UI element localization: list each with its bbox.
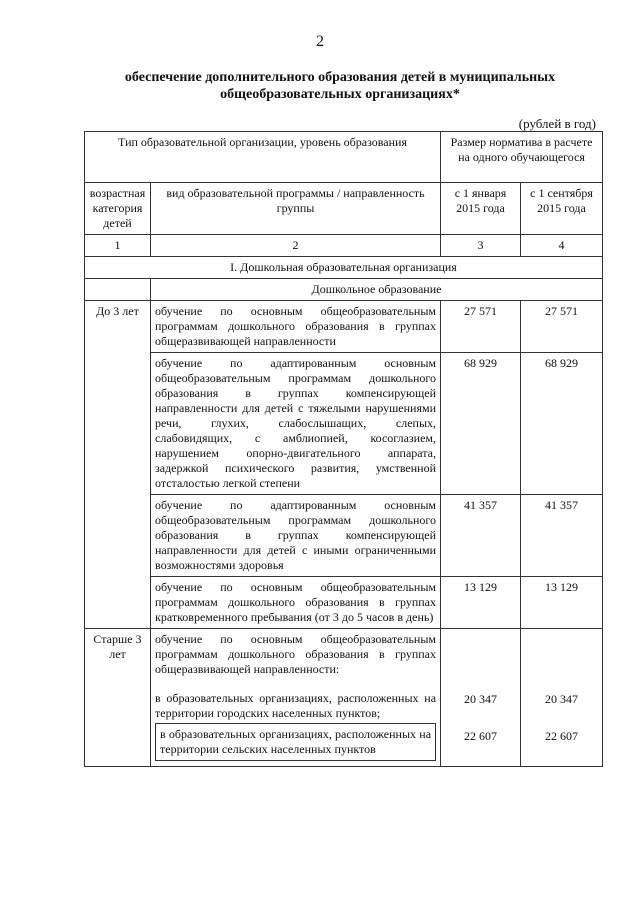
col-num-3: 3 xyxy=(441,235,521,257)
value-sep-cell xyxy=(521,629,603,767)
col-num-1: 1 xyxy=(85,235,151,257)
value-jan: 68 929 xyxy=(441,353,521,495)
section-title: I. Дошкольная образовательная организация xyxy=(85,257,603,279)
section-row xyxy=(85,257,603,279)
header-jan-cell: с 1 января 2015 года xyxy=(441,183,521,235)
program-cell: обучение по основным общеобразовательным программам дошкольного образования в группах общеразвивающей направленности xyxy=(151,301,441,353)
column-number-row xyxy=(85,235,603,257)
age-group-over-3: Старше 3 лет xyxy=(85,629,151,767)
program-cell: обучение по адаптированным основным общеобразовательным программам дошкольного образования в группах компенсирующей направленности для детей с иными ограниченными возможностями здоровья xyxy=(151,495,441,577)
header-program-cell: вид образовательной программы / направленность группы xyxy=(151,183,441,235)
value-sep: 13 129 xyxy=(521,577,603,629)
table-row xyxy=(85,353,603,495)
value-sep: 68 929 xyxy=(521,353,603,495)
value-sep-urban: 20 347 xyxy=(545,692,579,706)
value-jan: 13 129 xyxy=(441,577,521,629)
header-type-cell: Тип образовательной организации, уровень образования xyxy=(85,132,441,183)
col-num-2: 2 xyxy=(151,235,441,257)
norms-table xyxy=(84,131,603,767)
group2-intro: обучение по основным общеобразовательным программам дошкольного образования в группах общеразвивающей направленности: xyxy=(155,632,437,676)
value-jan-urban: 20 347 xyxy=(464,692,498,706)
value-jan-cell xyxy=(441,629,521,767)
program-cell xyxy=(151,629,441,767)
value-jan-rural: 22 607 xyxy=(464,729,498,743)
program-cell: обучение по адаптированным основным общеобразовательным программам дошкольного образования в группах компенсирующей направленности для детей с тяжелыми нарушениями речи, глухих, слабослышащих, слепых, слабовидящих, с амблиопией, косоглазием, нарушением опорно-двигательного аппарата, задержкой психического развития, умственной отсталостью легкой степени xyxy=(151,353,441,495)
header-row-1 xyxy=(85,132,603,183)
value-sep: 41 357 xyxy=(521,495,603,577)
program-rural: в образовательных организациях, расположенных на территории сельских населенных пунктов xyxy=(155,723,436,761)
value-jan: 27 571 xyxy=(441,301,521,353)
header-age-cell: возрастная категория детей xyxy=(85,183,151,235)
page-number: 2 xyxy=(316,33,324,50)
header-norm-cell: Размер норматива в расчете на одного обучающегося xyxy=(441,132,603,183)
table-row xyxy=(85,301,603,353)
program-urban: в образовательных организациях, расположенных на территории городских населенных пунктов; xyxy=(155,691,437,720)
header-row-2 xyxy=(85,183,603,235)
value-jan: 41 357 xyxy=(441,495,521,577)
table-row xyxy=(85,495,603,577)
table-row xyxy=(85,629,603,767)
unit-note: (рублей в год) xyxy=(518,116,596,131)
table-row xyxy=(85,577,603,629)
program-cell: обучение по основным общеобразовательным программам дошкольного образования в группах кратковременного пребывания (от 3 до 5 часов в день) xyxy=(151,577,441,629)
age-group-under-3: До 3 лет xyxy=(85,301,151,629)
value-sep: 27 571 xyxy=(521,301,603,353)
document-title: обеспечение дополнительного образования детей в муниципальных общеобразовательных организациях* xyxy=(124,70,556,102)
subsection-row xyxy=(85,279,603,301)
value-sep-rural: 22 607 xyxy=(545,729,579,743)
subsection-title: Дошкольное образование xyxy=(151,279,603,301)
header-sep-cell: с 1 сентября 2015 года xyxy=(521,183,603,235)
col-num-4: 4 xyxy=(521,235,603,257)
